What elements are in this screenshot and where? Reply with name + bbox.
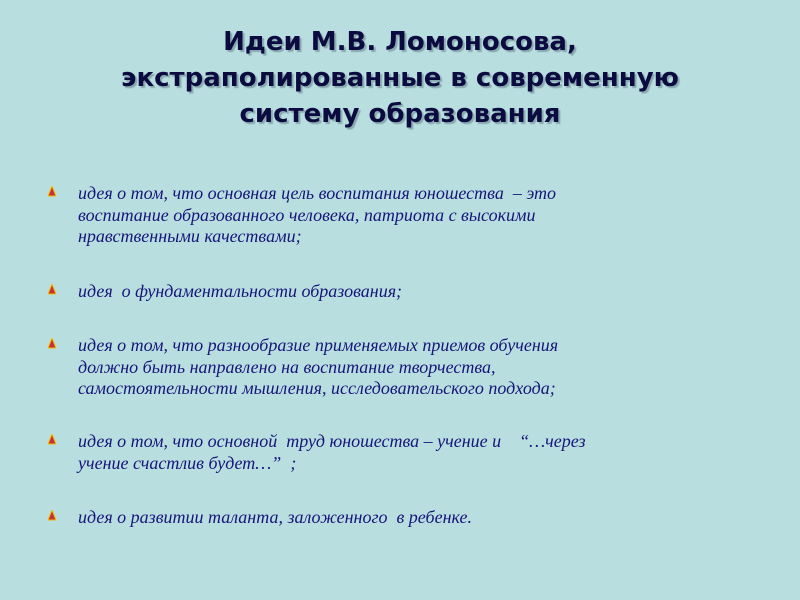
bullet-marker-icon (48, 186, 56, 197)
slide-title (60, 24, 740, 132)
bullet-text-line: идея о том, что разнообразие применяемых приемов обучения (78, 335, 559, 355)
bullet-item (48, 431, 748, 474)
bullet-text-line: идея о фундаментальности образования; (78, 281, 403, 301)
title-line: экстраполированные в современную (121, 63, 679, 93)
title-line: систему образования (239, 99, 561, 129)
bullet-text-line: учение счастлив будет…” ; (78, 452, 297, 473)
bullet-marker-icon (48, 284, 56, 295)
bullet-item (48, 335, 748, 400)
bullet-text-line: идея о том, что основная цель воспитания юношества – это (78, 183, 557, 203)
title-line: Идеи М.В. Ломоносова, (223, 27, 577, 57)
bullet-item (48, 507, 748, 529)
bullet-item (48, 183, 748, 248)
bullet-text-line: идея о том, что основной труд юношества – учение и “…через (78, 431, 586, 451)
bullet-text-line: должно быть направлено на воспитание творчества, (78, 356, 496, 377)
bullet-text-line: идея о развитии таланта, заложенного в ребенке. (78, 507, 472, 527)
bullet-text-line: самостоятельности мышления, исследовательского подхода; (78, 378, 556, 398)
bullet-marker-icon (48, 434, 56, 445)
bullet-marker-icon (48, 510, 56, 521)
bullet-text-line: воспитание образованного человека, патриота с высокими (78, 204, 536, 225)
bullet-marker-icon (48, 338, 56, 349)
bullet-text-line: нравственными качествами; (78, 226, 302, 246)
bullet-item (48, 281, 748, 303)
